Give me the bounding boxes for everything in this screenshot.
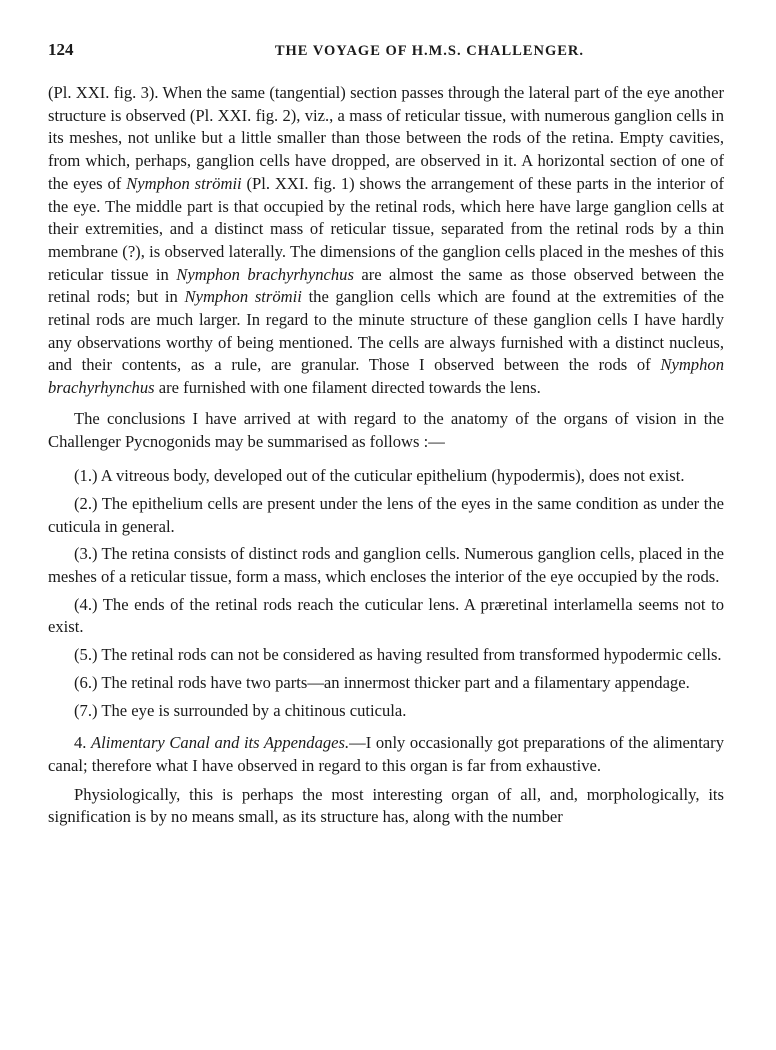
list-item <box>48 594 724 639</box>
list-number: (2.) <box>74 493 98 513</box>
species-name: Nymphon strömii <box>126 173 242 193</box>
list-number: (6.) <box>74 672 98 692</box>
page-number: 124 <box>48 40 74 59</box>
list-text: The retinal rods can not be considered as having resulted from transformed hypodermic cells. <box>97 645 722 665</box>
list-text: The epithelium cells are present under the lens of the eyes in the same condition as under the cuticula in general. <box>48 493 724 536</box>
list-number: (4.) <box>74 594 98 614</box>
list-item <box>48 672 724 695</box>
page-header <box>48 40 724 60</box>
section-title: Alimentary Canal and its Appendages. <box>91 733 350 753</box>
list-number: (5.) <box>74 645 98 665</box>
conclusions-intro: The conclusions I have arrived at with regard to the anatomy of the organs of vision in the Challenger Pycnogonids may be summarised as follows :— <box>48 408 724 451</box>
species-name: Nymphon brachyrhynchus <box>48 355 724 398</box>
section-alimentary-canal <box>48 732 724 777</box>
intro-paragraph <box>48 82 724 400</box>
list-item <box>48 465 724 488</box>
section-number: 4. <box>74 733 87 753</box>
physiology-paragraph: Physiologically, this is perhaps the most interesting organ of all, and, morphologically, its signification is by no means small, as its structure has, along with the number <box>48 784 724 827</box>
intro-text-1: (Pl. XXI. fig. 3). When the same (tangential) section passes through the lateral part of the eye another structure is observed (Pl. XXI. fig. 2), viz., a mass of reticular tissue, with numerous ganglion cells in its meshes, not unlike but a little smaller than those between the rods of the retina. Empty cavities, from which, perhaps, ganglion cells have dropped, are observed in it. A horizontal section of one of the eyes of <box>48 83 724 193</box>
list-number: (1.) <box>74 466 98 486</box>
section-text: —I only occasionally got preparations of the alimentary canal; therefore what I have observed in regard to this organ is far from exhaustive. <box>48 733 724 775</box>
list-item <box>48 493 724 538</box>
list-item <box>48 543 724 588</box>
list-text: The ends of the retinal rods reach the cuticular lens. A præretinal interlamella seems not to exist. <box>48 594 724 637</box>
species-name: Nymphon strömii <box>184 287 302 307</box>
running-head: THE VOYAGE OF H.M.S. CHALLENGER. <box>274 43 584 59</box>
list-item <box>48 644 724 667</box>
list-item <box>48 700 724 723</box>
list-text: The retinal rods have two parts—an innermost thicker part and a filamentary appendage. <box>97 672 690 692</box>
intro-text-3: are almost the same as those observed between the retinal rods; but in <box>48 264 724 307</box>
intro-text-2: (Pl. XXI. fig. 1) shows the arrangement of these parts in the interior of the eye. The middle part is that occupied by the retinal rods, which here have large ganglion cells at their extremities, and a distinct mass of reticular tissue, separated from the retinal rods by a thin membrane (?), is observed laterally. The dimensions of the ganglion cells placed in the meshes of this reticular tissue in <box>48 173 724 284</box>
body-text <box>48 82 724 829</box>
intro-text-5: are furnished with one filament directed towards the lens. <box>154 378 541 398</box>
list-text: The eye is surrounded by a chitinous cuticula. <box>97 700 407 720</box>
list-number: (7.) <box>74 700 98 720</box>
conclusions-list <box>48 465 724 722</box>
list-text: A vitreous body, developed out of the cuticular epithelium (hypodermis), does not exist. <box>97 466 685 486</box>
species-name: Nymphon brachyrhynchus <box>176 264 354 284</box>
list-number: (3.) <box>74 544 98 564</box>
list-text: The retina consists of distinct rods and ganglion cells. Numerous ganglion cells, placed in the meshes of a reticular tissue, form a mass, which encloses the interior of the eye occupied by the rods. <box>48 544 724 587</box>
intro-text-4: the ganglion cells which are found at the extremities of the retinal rods are much larger. In regard to the minute structure of these ganglion cells I have hardly any observations worthy of being mentioned. The cells are always furnished with a distinct nucleus, and their contents, as a rule, are granular. Those I observed between the rods of <box>48 287 724 375</box>
